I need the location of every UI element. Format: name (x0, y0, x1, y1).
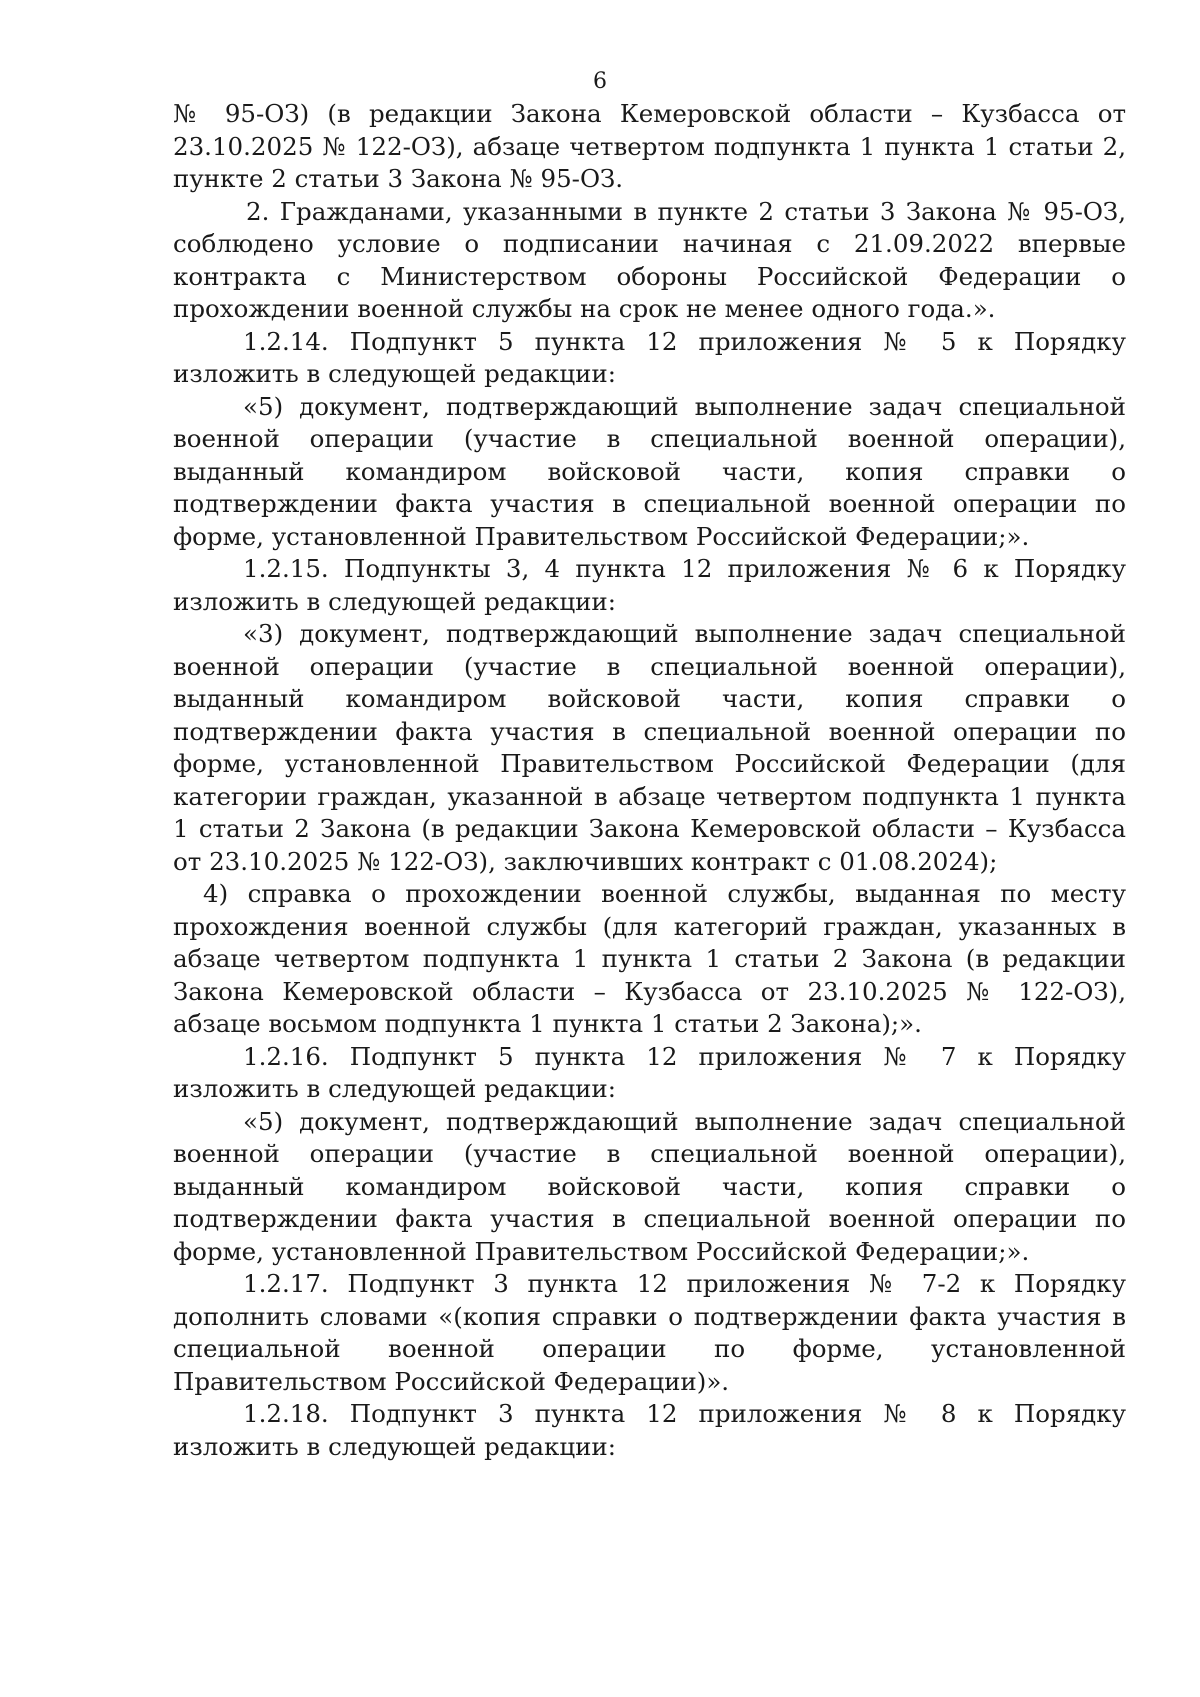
paragraph-1-2-14: 1.2.14. Подпункт 5 пункта 12 приложения № 5 к Порядку изложить в следующей редакции: (173, 326, 1126, 388)
paragraph-1-2-18: 1.2.18. Подпункт 3 пункта 12 приложения № 8 к Порядку изложить в следующей редакции: (173, 1399, 1126, 1461)
paragraph-1-2-15: 1.2.15. Подпункты 3, 4 пункта 12 приложения № 6 к Порядку изложить в следующей редакции: (173, 554, 1126, 616)
paragraph-quote-item-5b: «5) документ, подтверждающий выполнение задач специальной военной операции (участие в специальной военной операции), выданный командиром войсковой части, копия справки о подтверждении факта участия в специальной военной операции по форме, установленной Правительством Российской Федерации;». (173, 1106, 1126, 1266)
document-body (173, 98, 1126, 1463)
paragraph-item-4: 4) справка о прохождении военной службы, выданная по месту прохождения военной службы (для категорий граждан, указанных в абзаце четвертом подпункта 1 пункта 1 статьи 2 Закона (в редакции Закона Кемеровской области – Кузбасса от 23.10.2025 № 122-ОЗ), абзаце восьмом подпункта 1 пункта 1 статьи 2 Закона);». (173, 879, 1126, 1038)
paragraph-quote-item-3: «3) документ, подтверждающий выполнение задач специальной военной операции (участие в специальной военной операции), выданный командиром войсковой части, копия справки о подтверждении факта участия в специальной военной операции по форме, установленной Правительством Российской Федерации (для категории граждан, указанной в абзаце четвертом подпункта 1 пункта 1 статьи 2 Закона (в редакции Закона Кемеровской области – Кузбасса от 23.10.2025 № 122-ОЗ), заключивших контракт с 01.08.2024); (173, 619, 1126, 876)
page-number: 6 (593, 69, 607, 94)
paragraph-1-2-17: 1.2.17. Подпункт 3 пункта 12 приложения № 7-2 к Порядку дополнить словами «(копия справки о подтверждении факта участия в специальной военной операции по форме, установленной Правительством Российской Федерации)». (173, 1269, 1126, 1396)
paragraph-item-2: 2. Гражданами, указанными в пункте 2 статьи 3 Закона № 95-ОЗ, соблюдено условие о подписании начиная с 21.09.2022 впервые контракта с Министерством обороны Российской Федерации о прохождении военной службы на срок не менее одного года.». (173, 196, 1126, 323)
paragraph-quote-item-5: «5) документ, подтверждающий выполнение задач специальной военной операции (участие в специальной военной операции), выданный командиром войсковой части, копия справки о подтверждении факта участия в специальной военной операции по форме, установленной Правительством Российской Федерации;». (173, 391, 1126, 551)
paragraph-1-2-16: 1.2.16. Подпункт 5 пункта 12 приложения № 7 к Порядку изложить в следующей редакции: (173, 1041, 1126, 1103)
paragraph-continuation: № 95-ОЗ) (в редакции Закона Кемеровской области – Кузбасса от 23.10.2025 № 122-ОЗ), абзаце четвертом подпункта 1 пункта 1 статьи 2, пункте 2 статьи 3 Закона № 95-ОЗ. (173, 99, 1126, 193)
